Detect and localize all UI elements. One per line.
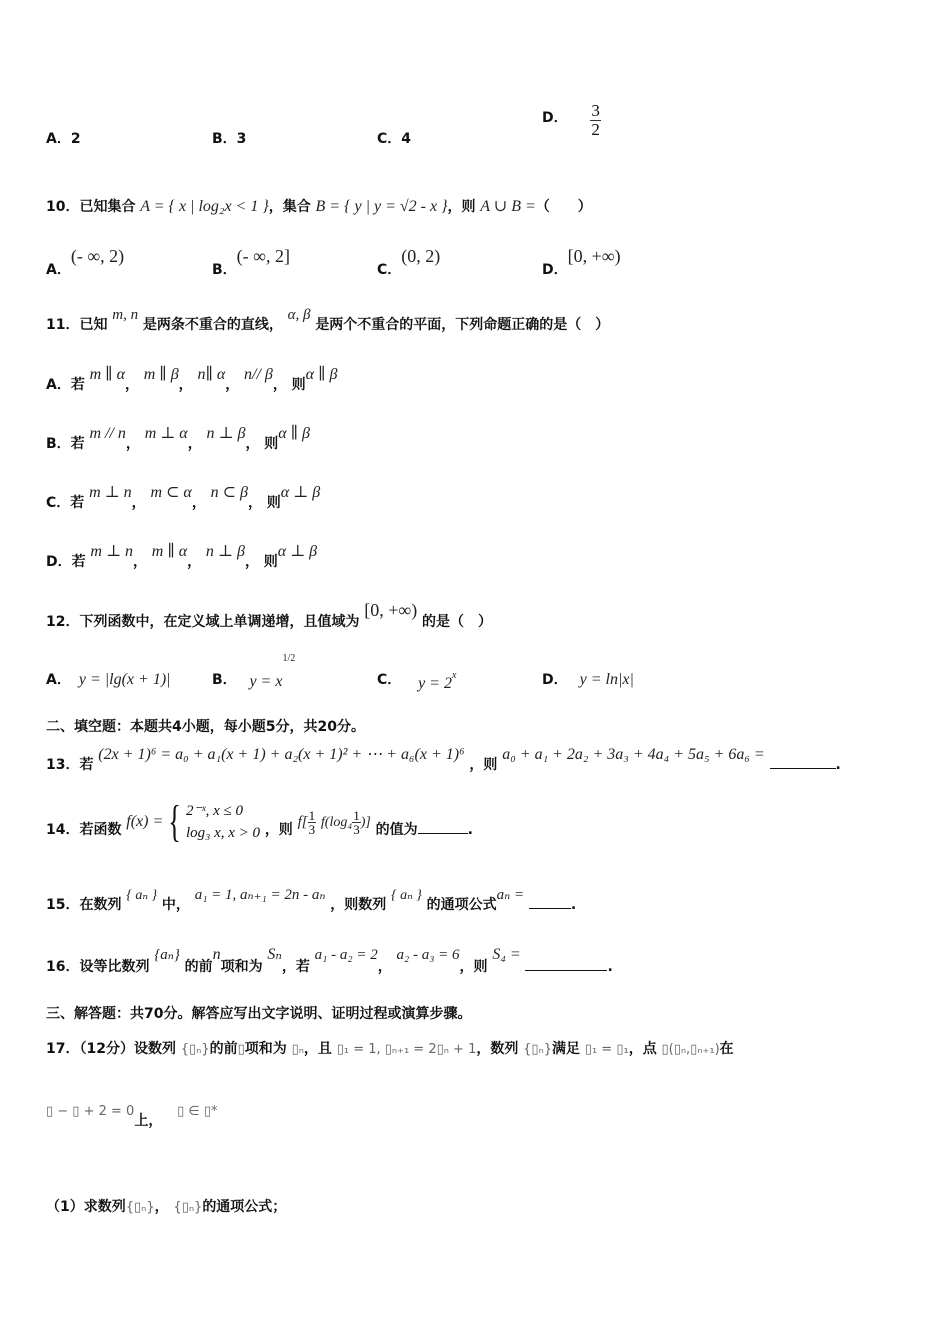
q9-option-b: B．3: [212, 131, 247, 147]
question-15: 15．在数列 { aₙ } 中， a₁ = 1, aₙ₊₁ = 2n - aₙ ，则数列 { aₙ } 的通项公式aₙ = .: [46, 887, 577, 913]
q10-option-c: C．(0, 2): [377, 246, 441, 278]
question-17-part-1: （1）求数列{▯ₙ}， {▯ₙ}的通项公式；: [46, 1199, 287, 1215]
answer-blank[interactable]: [529, 908, 571, 909]
question-17: 17．（12分）设数列 {▯ₙ}的前▯项和为 ▯ₙ，且 ▯₁ = 1, ▯ₙ₊₁ = 2▯ₙ + 1，数列 {▯ₙ}满足 ▯₁ = ▯₁，点 ▯(▯ₙ,▯ₙ₊₁)在: [46, 1041, 734, 1057]
question-11: 11．已知 m, n 是两条不重合的直线， α, β 是两个不重合的平面，下列命题正确的是（ ）: [46, 307, 610, 333]
section-2-heading: 二、填空题：本题共4小题，每小题5分，共20分。: [46, 719, 365, 735]
q9-option-d: D． $\frac{3}{2}$: [542, 101, 600, 139]
q11-option-b: B．若 m // n， m ⊥ α， n ⊥ β， 则α ∥ β: [46, 425, 311, 452]
question-13: 13．若 (2x + 1)⁶ = a₀ + a₁(x + 1) + a₂(x + 1)² + ⋯ + a₆(x + 1)⁶ ，则 a₀ + a₁ + 2a₂ + 3a₃ + 4a₄ + 5a₅ + 6a₆ = .: [46, 746, 841, 773]
q9-option-a: A．2: [46, 131, 81, 147]
q11-option-d: D．若 m ⊥ n， m ∥ α， n ⊥ β， 则α ⊥ β: [46, 543, 318, 570]
answer-blank[interactable]: [525, 970, 607, 971]
section-3-heading: 三、解答题：共70分。解答应写出文字说明、证明过程或演算步骤。: [46, 1006, 472, 1022]
question-17-line-2: ▯ − ▯ + 2 = 0上， ▯ ∈ ▯*: [46, 1104, 218, 1129]
q10-option-d: D．[0, +∞): [542, 246, 621, 278]
fraction: $\frac{1}{3}$: [308, 807, 316, 837]
q12-option-c: C． $y = 2^x$: [377, 670, 457, 692]
q12-option-d: D． y = ln|x|: [542, 671, 634, 688]
q10-option-b: B．(- ∞, 2]: [212, 246, 290, 278]
q10-option-a: A．(- ∞, 2): [46, 246, 125, 278]
q12-option-b: B． $y = x^{1/2}$: [212, 653, 296, 690]
piecewise-cases: 2⁻ˣ, x ≤ 0 log₃ x, x > 0: [185, 803, 261, 841]
answer-blank[interactable]: [418, 833, 468, 834]
q11-option-a: A．若 m ∥ α， m ∥ β， n∥ α， n// β， 则α ∥ β: [46, 366, 338, 393]
q9-option-c: C．4: [377, 131, 412, 147]
question-12: 12．下列函数中，在定义域上单调递增，且值域为 [0, +∞) 的是（ ）: [46, 600, 493, 630]
q12-option-a: A． y = |lg(x + 1)|: [46, 671, 171, 688]
fraction: $\frac{3}{2}$: [591, 101, 600, 139]
question-10: 10．已知集合 A = { x | log₂x < 1 }，集合 B = { y | y = √2 - x }，则 A ∪ B =（ ）: [46, 198, 592, 215]
fraction: $\frac{1}{3}$: [353, 807, 360, 837]
answer-blank[interactable]: [770, 768, 836, 769]
q11-option-c: C．若 m ⊥ n， m ⊂ α， n ⊂ β， 则α ⊥ β: [46, 484, 321, 511]
left-brace: {: [168, 797, 181, 846]
question-16: 16．设等比数列 {aₙ} 的前n项和为 Sₙ，若 a₁ - a₂ = 2， a₂ - a₃ = 6，则 S₄ = .: [46, 946, 613, 975]
question-14: 14．若函数 f(x) = { 2⁻ˣ, x ≤ 0 log₃ x, x > 0 ，则 f[ $\frac{1}{3}$ f(log₄ $\frac{1}{3}$ )] 的值为 .: [46, 797, 473, 846]
